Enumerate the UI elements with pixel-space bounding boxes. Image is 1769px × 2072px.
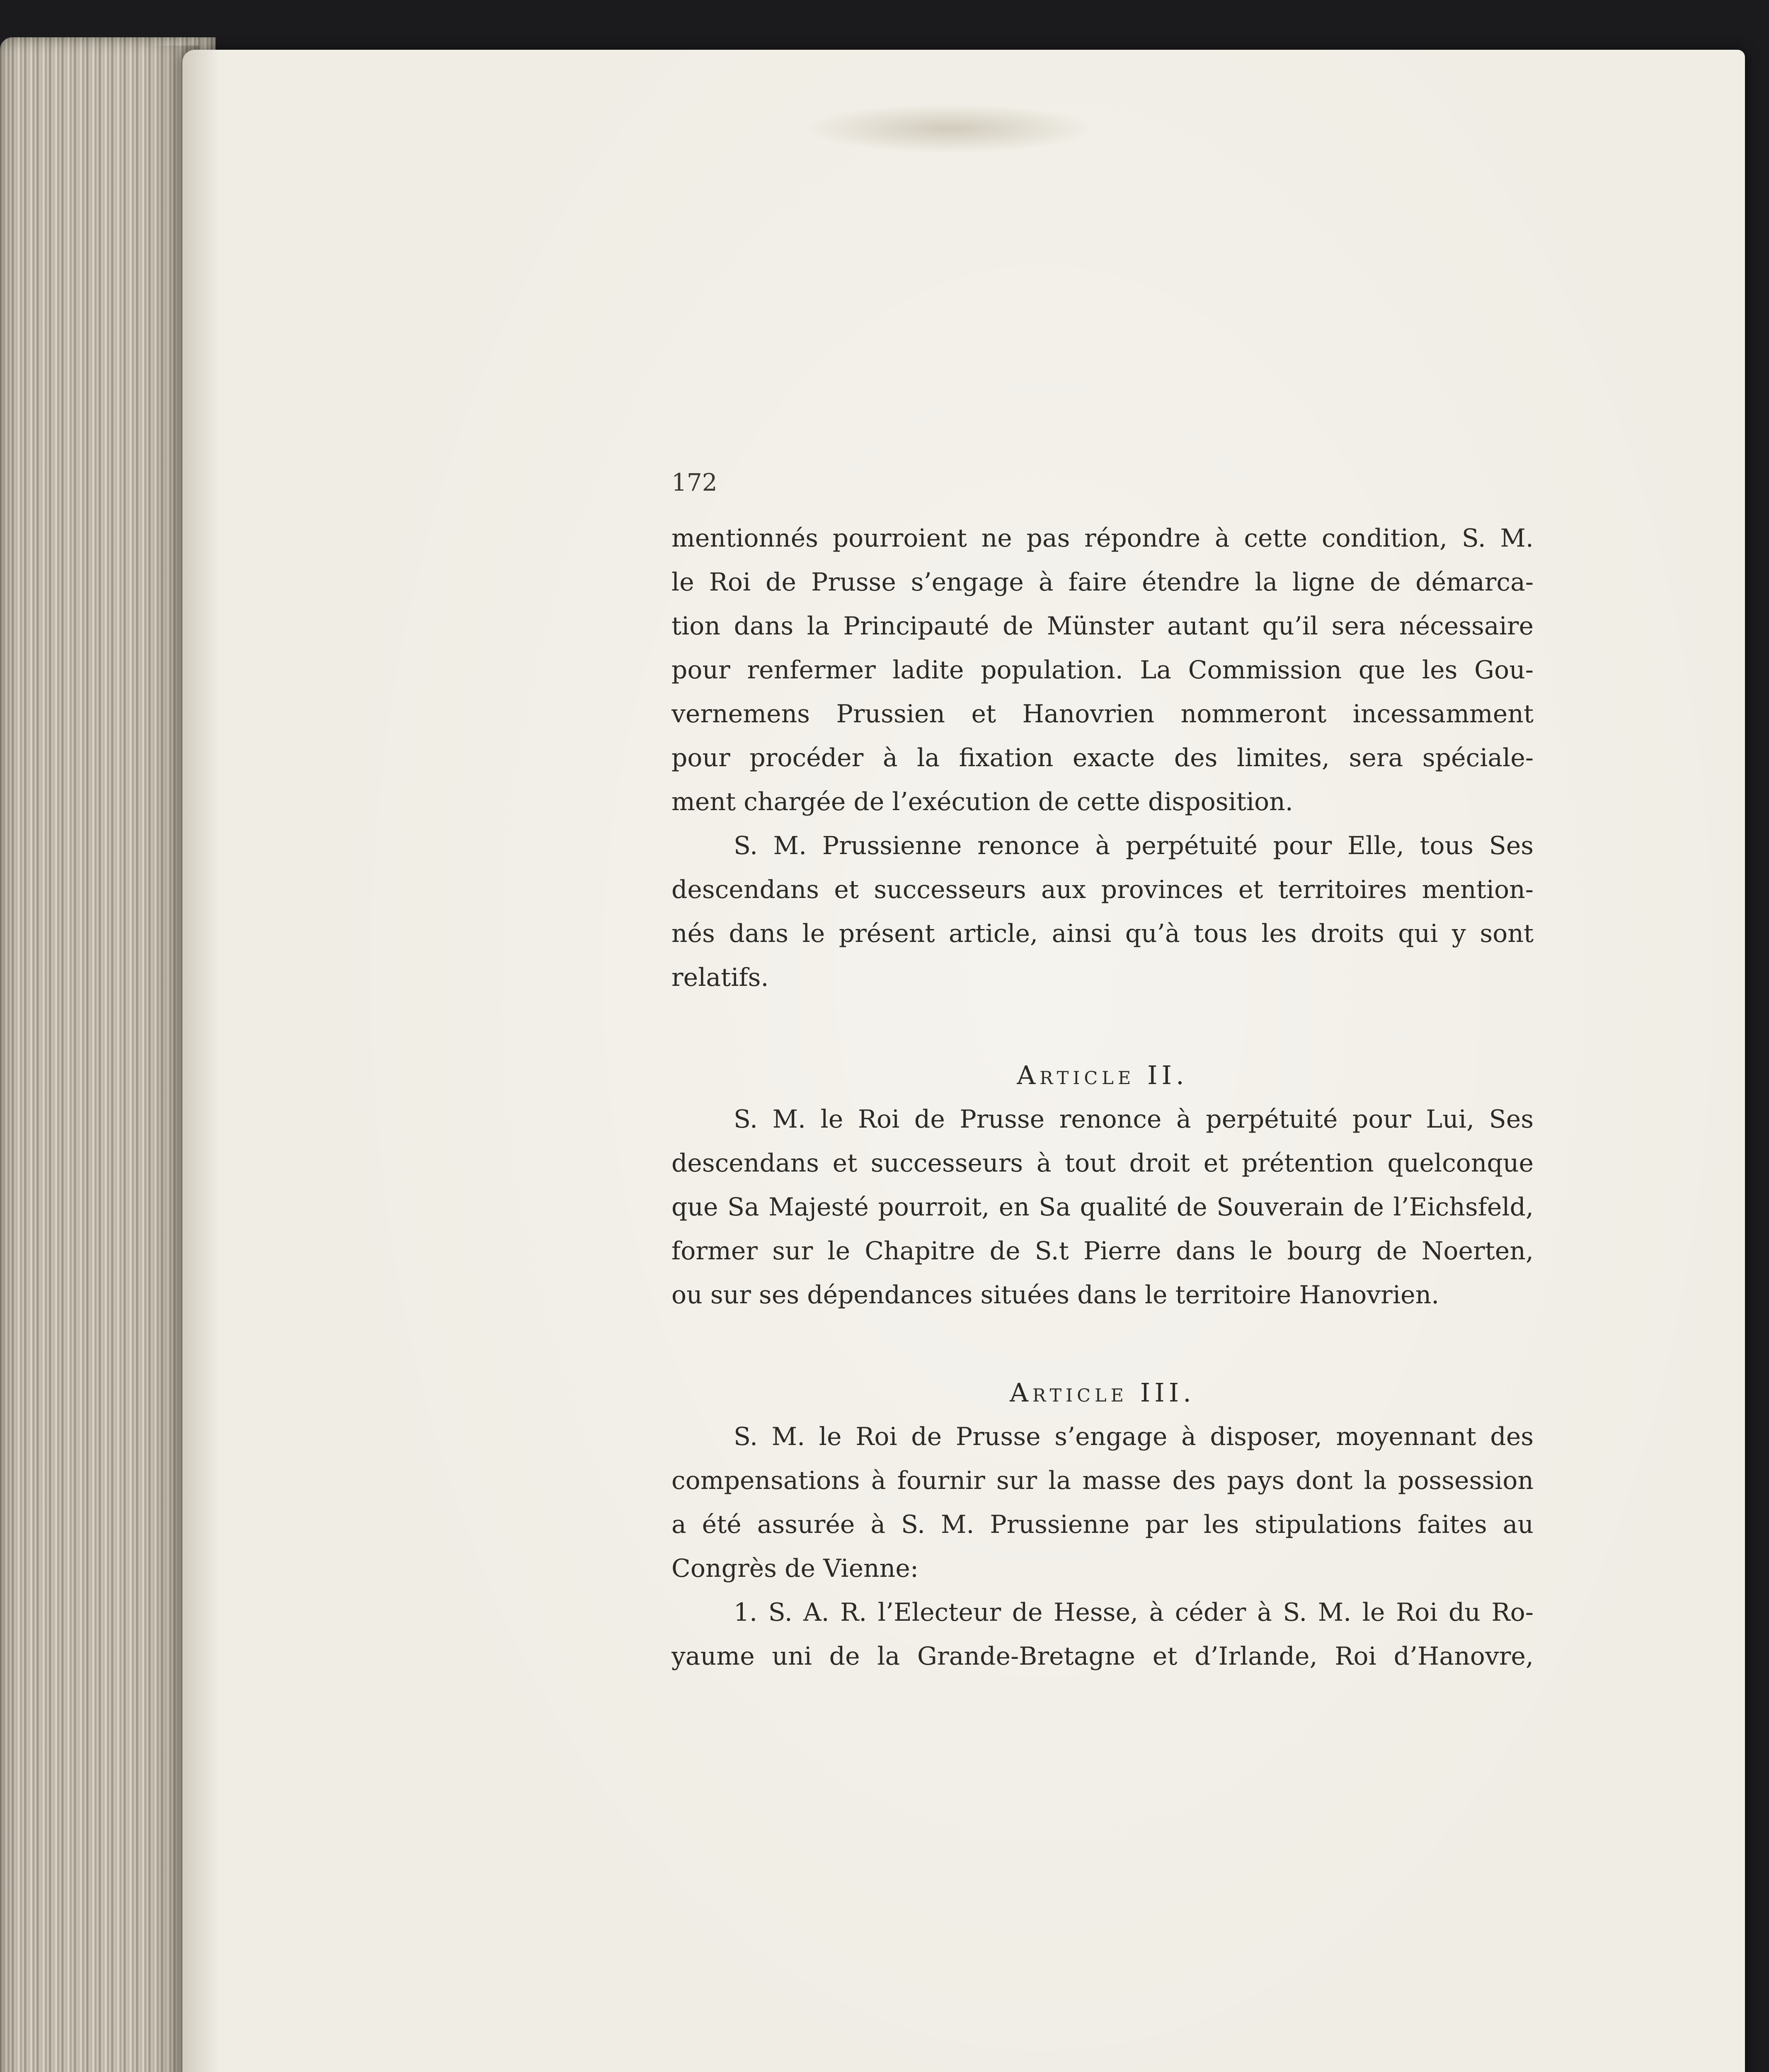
text-line: vernemens Prussien et Hanovrien nommeront incessamment	[671, 700, 1534, 729]
text-line: Congrès de Vienne:	[671, 1554, 919, 1583]
article-3-heading: Article III.	[1010, 1377, 1195, 1408]
text-block	[671, 472, 1534, 1678]
text-line: relatifs.	[671, 963, 769, 992]
text-line: S. M. le Roi de Prusse renonce à perpétuité pour Lui, Ses	[734, 1105, 1534, 1134]
text-line: a été assurée à S. M. Prussienne par les stipulations faites au	[671, 1510, 1534, 1539]
text-line: que Sa Majesté pourroit, en Sa qualité de Souverain de l’Eichsfeld,	[671, 1193, 1534, 1222]
text-line: tion dans la Principauté de Münster autant qu’il sera nécessaire	[671, 612, 1534, 641]
page-number: 172	[671, 468, 717, 496]
text-line: yaume uni de la Grande-Bretagne et d’Irlande, Roi d’Hanovre,	[671, 1642, 1534, 1671]
text-line: former sur le Chapitre de S.t Pierre dans le bourg de Noerten,	[671, 1237, 1534, 1266]
text-line: S. M. le Roi de Prusse s’engage à disposer, moyennant des	[734, 1422, 1534, 1451]
text-line: pour procéder à la fixation exacte des limites, sera spéciale-	[671, 743, 1534, 772]
text-line: ou sur ses dépendances situées dans le territoire Hanovrien.	[671, 1280, 1439, 1310]
section-gap	[671, 1317, 1534, 1371]
text-line: mentionnés pourroient ne pas répondre à cette condition, S. M.	[671, 524, 1534, 553]
article-2-heading: Article II.	[1017, 1060, 1188, 1090]
text-line: descendans et successeurs aux provinces et territoires mention-	[671, 875, 1534, 904]
text-line: pour renfermer ladite population. La Commission que les Gou-	[671, 656, 1534, 685]
text-line: ment chargée de l’exécution de cette disposition.	[671, 787, 1293, 816]
text-line: descendans et successeurs à tout droit et prétention quelconque	[671, 1149, 1534, 1178]
paper-stain	[804, 104, 1094, 153]
text-line: nés dans le présent article, ainsi qu’à tous les droits qui y sont	[671, 919, 1534, 948]
header-spacer	[671, 472, 1534, 516]
text-line: compensations à fournir sur la masse des pays dont la possession	[671, 1466, 1534, 1495]
text-line: S. M. Prussienne renonce à perpétuité pour Elle, tous Ses	[734, 831, 1534, 860]
text-line: le Roi de Prusse s’engage à faire étendre la ligne de démarca-	[671, 568, 1534, 597]
text-line: 1. S. A. R. l’Electeur de Hesse, à céder à S. M. le Roi du Ro-	[734, 1598, 1534, 1627]
section-gap	[671, 1000, 1534, 1053]
